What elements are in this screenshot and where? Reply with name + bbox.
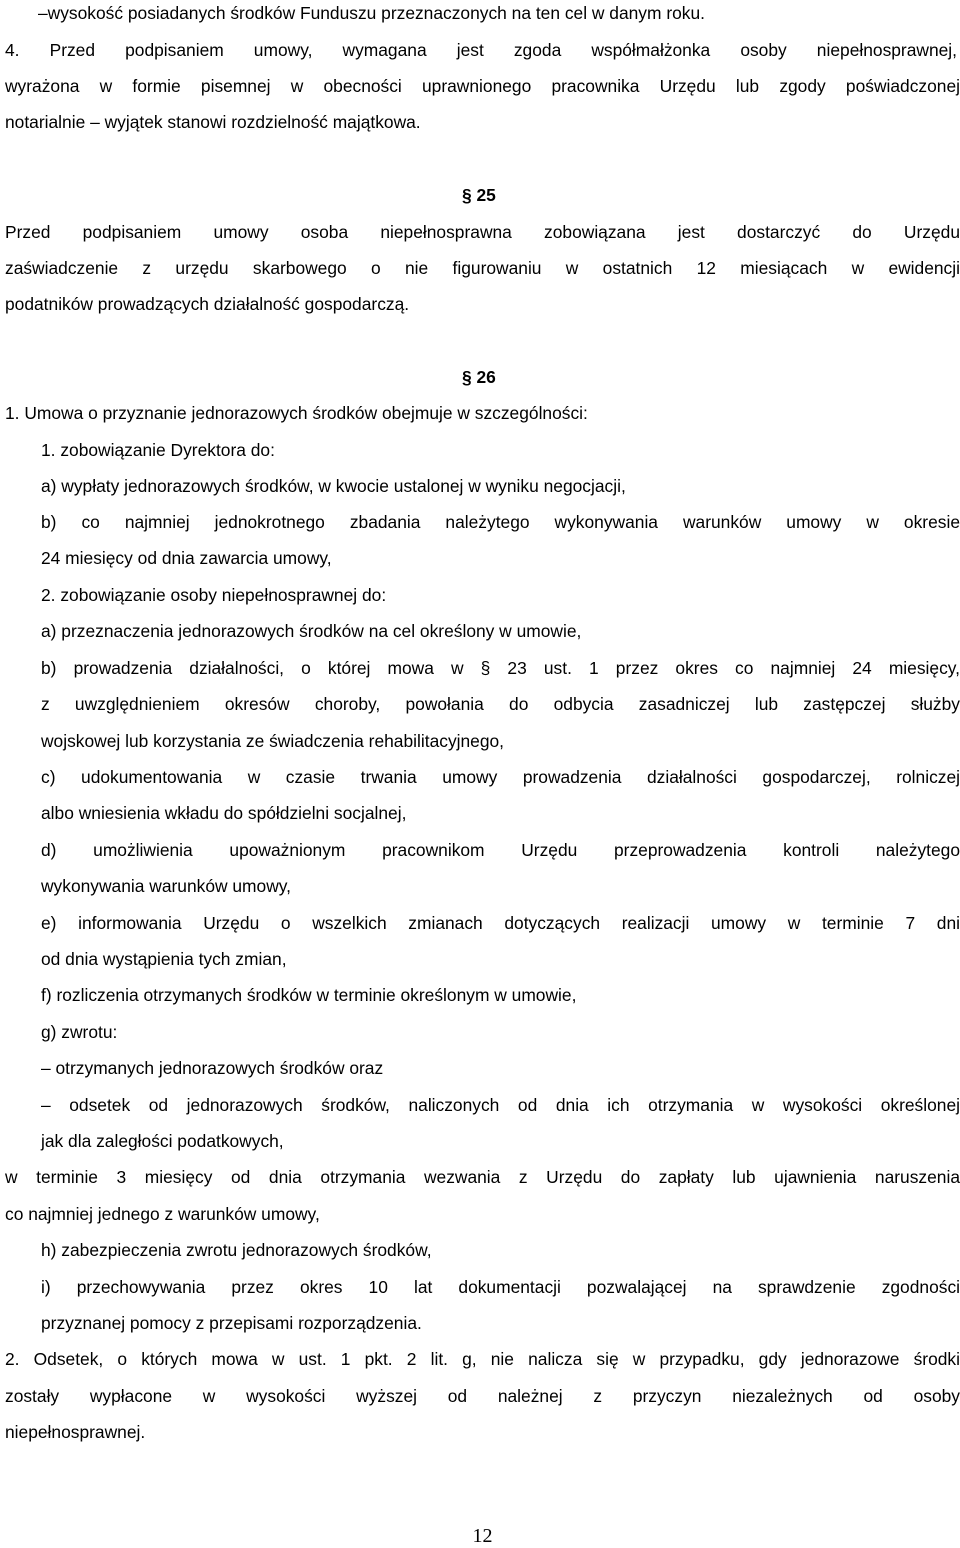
point-2g-tail-line: co najmniej jednego z warunków umowy,	[5, 1204, 320, 1224]
point-2d-line: wykonywania warunków umowy,	[41, 876, 292, 896]
point-1b-line: 24 miesięcy od dnia zawarcia umowy,	[41, 548, 332, 568]
section-25-line: podatników prowadzących działalność gospodarczą.	[5, 294, 410, 314]
point-1: 1. zobowiązanie Dyrektora do:	[41, 440, 275, 460]
point-2b-line: b) prowadzenia działalności, o której mowa w § 23 ust. 1 przez okres co najmniej 24 miesięcy,	[41, 658, 960, 678]
point-2g: g) zwrotu:	[41, 1022, 118, 1042]
paragraph-4-line: notarialnie – wyjątek stanowi rozdzielność majątkowa.	[5, 112, 421, 132]
section-26-heading: § 26	[462, 367, 496, 387]
paragraph-4-line: wyrażona w formie pisemnej w obecności uprawnionego pracownika Urzędu lub zgody poświadczonej	[5, 76, 960, 96]
point-2b-line: wojskowej lub korzystania ze świadczenia rehabilitacyjnego,	[41, 731, 505, 751]
section-25-line: zaświadczenie z urzędu skarbowego o nie figurowaniu w ostatnich 12 miesiącach w ewidencji	[5, 258, 960, 278]
point-1a: a) wypłaty jednorazowych środków, w kwocie ustalonej w wyniku negocjacji,	[41, 476, 626, 496]
point-2h: h) zabezpieczenia zwrotu jednorazowych środków,	[41, 1240, 432, 1260]
point-2: 2. zobowiązanie osoby niepełnosprawnej do:	[41, 585, 387, 605]
point-2b-line: z uwzględnieniem okresów choroby, powołania do odbycia zasadniczej lub zastępczej służby	[41, 694, 960, 714]
section-25-line: Przed podpisaniem umowy osoba niepełnosprawna zobowiązana jest dostarczyć do Urzędu	[5, 222, 960, 242]
point-2g-tail-line: w terminie 3 miesięcy od dnia otrzymania wezwania z Urzędu do zapłaty lub ujawnienia naruszenia	[5, 1167, 960, 1187]
section-25-heading: § 25	[462, 185, 496, 205]
section-26-ust-2-line: zostały wypłacone w wysokości wyższej od należnej z przyczyn niezależnych od osoby	[5, 1386, 960, 1406]
point-2c-line: albo wniesienia wkładu do spółdzielni socjalnej,	[41, 803, 407, 823]
dash-item-line: –wysokość posiadanych środków Funduszu przeznaczonych na ten cel w danym roku.	[38, 3, 705, 23]
point-2g-dash-item: – otrzymanych jednorazowych środków oraz	[41, 1058, 384, 1078]
page-number: 12	[472, 1525, 493, 1547]
section-26-intro: 1. Umowa o przyznanie jednorazowych środków obejmuje w szczególności:	[5, 403, 588, 423]
point-2d-line: d) umożliwienia upoważnionym pracownikom Urzędu przeprowadzenia kontroli należytego	[41, 840, 960, 860]
point-2a: a) przeznaczenia jednorazowych środków na cel określony w umowie,	[41, 621, 582, 641]
point-2i-line: i) przechowywania przez okres 10 lat dokumentacji pozwalającej na sprawdzenie zgodności	[41, 1277, 960, 1297]
point-2i-line: przyznanej pomocy z przepisami rozporządzenia.	[41, 1313, 422, 1333]
point-2c-line: c) udokumentowania w czasie trwania umowy prowadzenia działalności gospodarczej, rolniczej	[41, 767, 960, 787]
point-2e-line: od dnia wystąpienia tych zmian,	[41, 949, 287, 969]
point-2g-dash-item-line: jak dla zaległości podatkowych,	[41, 1131, 284, 1151]
point-2e-line: e) informowania Urzędu o wszelkich zmianach dotyczących realizacji umowy w terminie 7 dni	[41, 913, 960, 933]
section-26-ust-2-line: 2. Odsetek, o których mowa w ust. 1 pkt. 2 lit. g, nie nalicza się w przypadku, gdy jednorazowe środki	[5, 1349, 960, 1369]
point-1b-line: b) co najmniej jednokrotnego zbadania należytego wykonywania warunków umowy w okresie	[41, 512, 960, 532]
section-26-ust-2-line: niepełnosprawnej.	[5, 1422, 146, 1442]
paragraph-4-line: 4. Przed podpisaniem umowy, wymagana jest zgoda współmałżonka osoby niepełnosprawnej,	[5, 40, 957, 60]
point-2f: f) rozliczenia otrzymanych środków w terminie określonym w umowie,	[41, 985, 577, 1005]
point-2g-dash-item-line: – odsetek od jednorazowych środków, naliczonych od dnia ich otrzymania w wysokości określonej	[41, 1095, 960, 1115]
